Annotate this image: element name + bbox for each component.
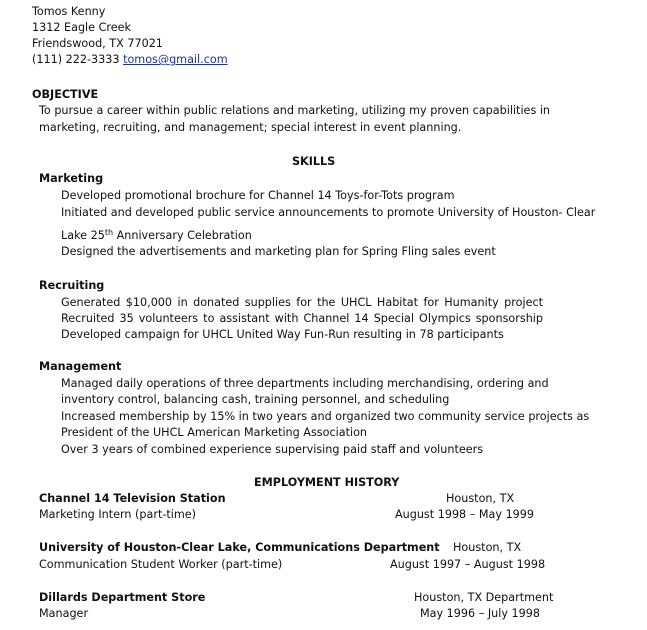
job-2-dates: August 1997 – August 1998 bbox=[390, 558, 546, 571]
recruiting-line-2: Recruited 35 volunteers to assistant with Channel 14 Special Olympics sponsorship bbox=[61, 312, 543, 325]
marketing-line-3-rest: Anniversary Celebration bbox=[113, 229, 252, 242]
employment-heading: EMPLOYMENT HISTORY bbox=[254, 476, 400, 489]
objective-line-2: marketing, recruiting, and management; special interest in event planning. bbox=[39, 121, 462, 134]
job-1-employer: Channel 14 Television Station bbox=[39, 492, 226, 505]
management-line-4: President of the UHCL American Marketing Association bbox=[61, 426, 368, 439]
job-3-employer: Dillards Department Store bbox=[39, 591, 206, 604]
contact-city: Friendswood, TX 77021 bbox=[32, 37, 163, 50]
job-1-dates: August 1998 – May 1999 bbox=[395, 508, 535, 521]
contact-name: Tomos Kenny bbox=[32, 5, 106, 18]
contact-email-link[interactable]: tomos@gmail.com bbox=[123, 53, 228, 66]
job-3-dates: May 1996 – July 1998 bbox=[420, 607, 541, 620]
marketing-line-2: Initiated and developed public service announcements to promote University of Houston- Clear bbox=[61, 206, 596, 219]
recruiting-line-3: Developed campaign for UHCL United Way Fun-Run resulting in 78 participants bbox=[61, 328, 504, 341]
contact-phone-email-row bbox=[32, 52, 228, 69]
job-2-location: Houston, TX bbox=[453, 541, 522, 554]
marketing-line-1: Developed promotional brochure for Channel 14 Toys-for-Tots program bbox=[61, 189, 455, 202]
contact-street: 1312 Eagle Creek bbox=[32, 21, 132, 34]
skills-management-title: Management bbox=[39, 360, 122, 373]
job-2-employer: University of Houston-Clear Lake, Communications Department bbox=[39, 541, 440, 554]
marketing-ordinal-suffix: th bbox=[104, 228, 114, 237]
skills-heading: SKILLS bbox=[292, 155, 336, 168]
management-line-1: Managed daily operations of three departments including merchandising, ordering and bbox=[61, 377, 549, 390]
job-2-role: Communication Student Worker (part-time) bbox=[39, 558, 283, 571]
job-1-location: Houston, TX bbox=[446, 492, 515, 505]
skills-recruiting-title: Recruiting bbox=[39, 279, 105, 292]
job-3-location: Houston, TX Department bbox=[414, 591, 554, 604]
marketing-line-3-text: Lake 25 bbox=[61, 229, 105, 242]
management-line-2: inventory control, balancing cash, training personnel, and scheduling bbox=[61, 393, 450, 406]
objective-heading: OBJECTIVE bbox=[32, 88, 99, 101]
skills-marketing-title: Marketing bbox=[39, 172, 104, 185]
management-line-3: Increased membership by 15% in two years and organized two community service projects as bbox=[61, 410, 590, 423]
management-line-5: Over 3 years of combined experience supervising paid staff and volunteers bbox=[61, 443, 484, 456]
job-3-role: Manager bbox=[39, 607, 89, 620]
marketing-line-4: Designed the advertisements and marketing plan for Spring Fling sales event bbox=[61, 245, 496, 258]
job-1-role: Marketing Intern (part-time) bbox=[39, 508, 197, 521]
contact-phone: (111) 222-3333 bbox=[32, 53, 120, 66]
objective-line-1: To pursue a career within public relations and marketing, utilizing my proven capabilities in bbox=[39, 104, 551, 117]
recruiting-line-1: Generated $10,000 in donated supplies for the UHCL Habitat for Humanity project bbox=[61, 296, 543, 309]
marketing-line-3 bbox=[61, 228, 252, 245]
